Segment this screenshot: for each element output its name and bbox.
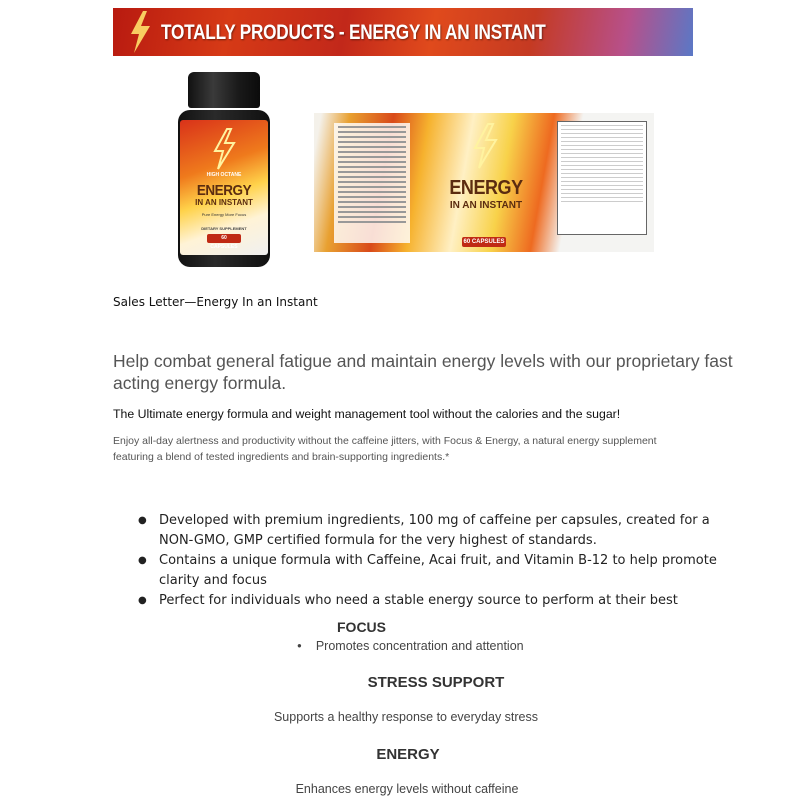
stress-heading: STRESS SUPPORT [367,674,505,691]
label-tagline: Pure Energy More Focus [201,212,247,217]
banner-title: TOTALLY PRODUCTS - ENERGY IN AN INSTANT [161,21,546,44]
flat-label-brand-sub: IN AN INSTANT [449,200,523,211]
flat-label-brand: ENERGY [449,177,523,199]
bottle-cap [188,72,260,108]
energy-heading: ENERGY [376,746,440,763]
label-brand-sub: IN AN INSTANT [195,198,253,207]
sales-letter-title: Sales Letter—Energy In an Instant [113,295,318,309]
lightning-bolt-icon [125,10,155,54]
list-item: ● Perfect for individuals who need a stable energy source to perform at their best [138,591,718,611]
stress-text: Supports a healthy response to everyday stress [273,710,539,724]
flat-label-image [314,113,654,252]
label-count: 60 CAPSULES [207,234,241,243]
label-brand: ENERGY [196,182,252,199]
list-item: ● Contains a unique formula with Caffeine, Acai fruit, and Vitamin B-12 to help promote clarity and focus [138,551,718,591]
energy-text: Enhances energy levels without caffeine [295,782,519,796]
bullet-icon: ● [297,641,302,650]
lightning-bolt-icon [210,128,238,170]
focus-item-text: Promotes concentration and attention [315,639,524,653]
product-bottle-image [174,72,274,267]
header-banner [113,8,693,56]
headline: Help combat general fatigue and maintain energy levels with our proprietary fast acting energy formula. [113,351,733,393]
label-text-column [334,123,410,243]
intro-paragraph: Enjoy all-day alertness and productivity without the caffeine jitters, with Focus & Energy, a natural energy supplement featuring a blend of tested ingredients and brain-supporting ingredients.* [113,435,657,463]
supplement-facts-panel [557,121,647,235]
label-tag: HIGH OCTANE [206,172,242,178]
label-type: DIETARY SUPPLEMENT [201,226,247,231]
subheadline: The Ultimate energy formula and weight management tool without the calories and the sugar! [113,407,621,421]
lightning-bolt-icon [470,123,500,169]
focus-item [297,639,524,653]
list-item: ● Developed with premium ingredients, 100 mg of caffeine per capsules, created for a NON-GMO, GMP certified formula for the very highest of standards. [138,511,718,551]
feature-list [138,511,718,611]
flat-label-count: 60 CAPSULES [463,239,505,245]
bottle-label [180,120,268,255]
focus-heading: FOCUS [337,619,386,635]
